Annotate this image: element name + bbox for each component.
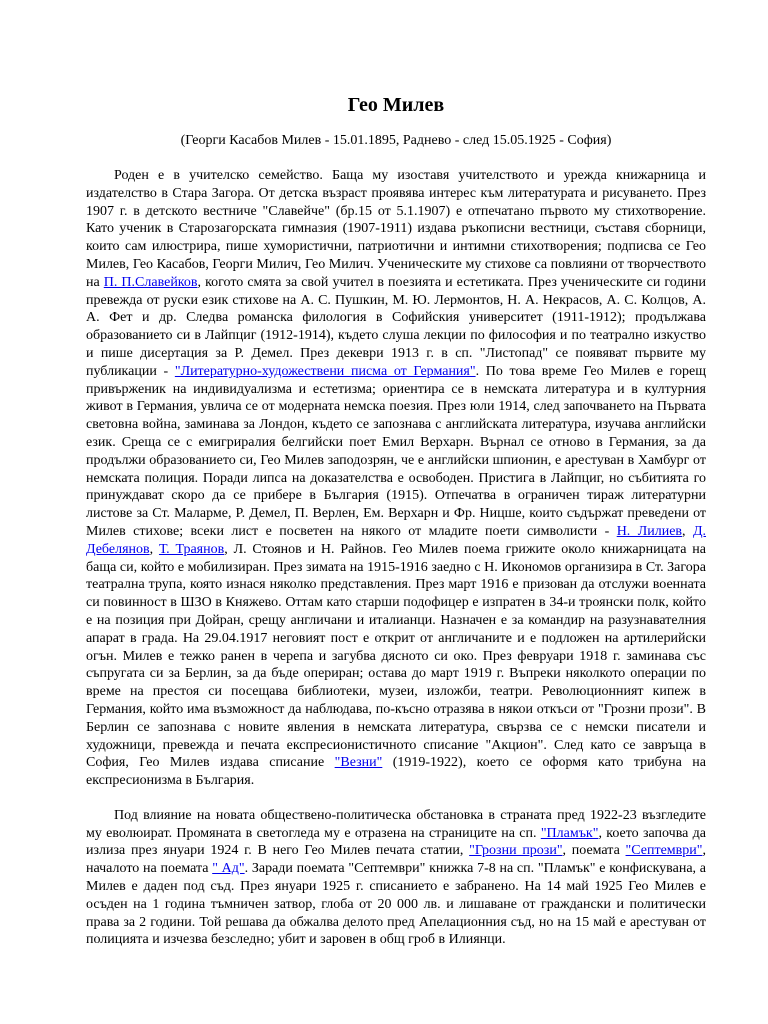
link-grozni-prozi[interactable]: "Грозни прози" — [469, 843, 563, 859]
paragraph-2-text-1: Под влияние на новата обществено-политическа обстановка в страната пред 1922-23 възгледите му еволюират. Промяната в светогледа му е отразена на страниците на сп. — [86, 807, 706, 841]
paragraph-2-text-2: , което започва да излиза през януари 1924 г. В него Гео Милев печата статии, — [86, 825, 706, 859]
paragraph-2-text-4: , началото на поемата — [86, 843, 706, 877]
paragraph-2-text-5: . Заради поемата "Септември" книжка 7-8 на сп. "Пламък" е конфискувана, а Милев е даден под съд. През януари 1925 г. списанието е забранено. На 14 май 1925 Гео Милев е осъден на 1 година тъмничен затвор, глоба от 20 000 лв. и лишаване от граждански и политически права за 2 години. Той решава да обжалва делото пред Апелационния съд, но на 15 май е арестуван от полицията и изчезва безследно; убит и заровен в общ гроб в Илиянци. — [86, 861, 706, 948]
paragraph-1-text-1: Роден е в учителско семейство. Баща му изоставя учителството и урежда книжарница и издателство в Стара Загора. От детска възраст проявява интерес към литературата и рисуването. През 1907 г. в детското вестниче "Славейче" (бр.15 от 5.1.1907) е отпечатано първото му стихотворение. Като ученик в Старозагорската гимназия (1907-1911) издава ръкописни вестници, съставя сборници, които сам илюстрира, пише хумористични, патриотични и интимни стихотворения; подписва се Гео Милев, Гео Касабов, Георги Милич, Гео Милич. Ученическите му стихове са повлияни от творчеството на — [86, 168, 706, 290]
paragraph-1-text-3: . По това време Гео Милев е горещ привърженик на индивидуализма и естетизма; ориентира се в немската литература и в културния живот в Германия, увлича се от модерната немска поезия. През юли 1914, след започването на Първата световна война, заминава за Лондон, където се запознава с английската литература, изучава английски език. Среща се с емигриралия белгийски поет Емил Верхарн. Върнал се отново в Германия, за да продължи образованието си, Гео Милев заподозрян, че е английски шпионин, е арестуван в Хамбург от немската полиция. Поради липса на доказателства е освободен. Пристига в Лайпциг, но събитията го принуждават скоро да се прибере в България (1915). Отпечатва в ограничен тираж литературни листове за Ст. Маларме, Р. Демел, П. Верлен, Ем. Верхарн и Фр. Ницше, които съдържат преведени от Милев стихове; всеки лист е посветен на някого от младите поети символисти - — [86, 363, 706, 539]
paragraph-1-text-5: (1919-1922), което се оформя като трибуна на експресионизма в България. — [86, 755, 707, 789]
link-plamak[interactable]: "Пламък" — [540, 825, 599, 841]
document-page — [86, 92, 706, 949]
link-vezni[interactable]: "Везни" — [334, 755, 383, 771]
paragraph-2-text-3: , поемата — [562, 843, 626, 859]
link-separator: , — [149, 541, 159, 557]
link-septemvri[interactable]: "Септември" — [625, 843, 703, 859]
paragraph-1-text-2: , когото смята за свой учител в поезията и естетиката. През ученическите си години превежда от руски език стихове на А. С. Пушкин, М. Ю. Лермонтов, Н. А. Некрасов, А. С. Колцов, А. А. Фет и др. Следва романска филология в Софийския университет (1911-1912); продължава образованието си в Лайпциг (1912-1914), където слуша лекции по философия и по театрално изкуство и пише дисертация за Р. Демел. През декеври 1913 г. в сп. "Листопад" се появяват първите му публикации - — [86, 274, 706, 379]
link-separator: , — [682, 523, 693, 539]
biography-paragraph-1 — [86, 167, 706, 790]
link-n-liliev[interactable]: Н. Лилиев — [616, 523, 683, 539]
link-ad[interactable]: " Ад" — [212, 861, 245, 877]
page-subtitle: (Георги Касабов Милев - 15.01.1895, Раднево - след 15.05.1925 - София) — [180, 133, 612, 148]
biography-paragraph-2 — [86, 807, 706, 949]
paragraph-1-text-4: , Л. Стоянов и Н. Райнов. Гео Милев поема грижите около книжарницата на баща си, който е мобилизиран. През зимата на 1915-1916 заедно с Н. Икономов организира в Ст. Загора театрална трупа, която изнася няколко представления. През март 1916 е призован да отслужи военната си повинност в ШЗО в Княжево. Оттам като старши подофицер е изпратен в 34-и троянски полк, който е на позиция при Дойран, срещу англичани и италианци. Назначен е за командир на разузнавателния апарат в града. На 29.04.1917 неговият пост е открит от англичаните и е подложен на артилерийски огън. Милев е тежко ранен в черепа и загубва дясното си око. През февруари 1918 г. заминава със съпругата си за Берлин, за да бъде опериран; остава до март 1919 г. Въпреки няколкото операции по време на престоя си посещава библиотеки, музеи, изложби, театри. Революционният кипеж в Германия, който има възможност да наблюдава, по-късно отразява в някои откъси от "Грозни прози". В Берлин се запознава с новите явления в немската литература, свързва се с немски писатели и художници, превежда и печата експресионистичното списание "Акцион". След като се завръща в София, Гео Милев издава списание — [86, 541, 706, 771]
link-t-trayanov[interactable]: Т. Траянов — [158, 541, 225, 557]
link-d-debelyanov[interactable]: Д. Дебелянов — [86, 523, 707, 557]
link-literary-letters-from-germany[interactable]: "Литературно-художествени писма от Германия" — [174, 363, 476, 379]
page-title: Гео Милев — [347, 94, 445, 116]
link-pp-slaveykov[interactable]: П. П.Славейков — [103, 274, 198, 290]
